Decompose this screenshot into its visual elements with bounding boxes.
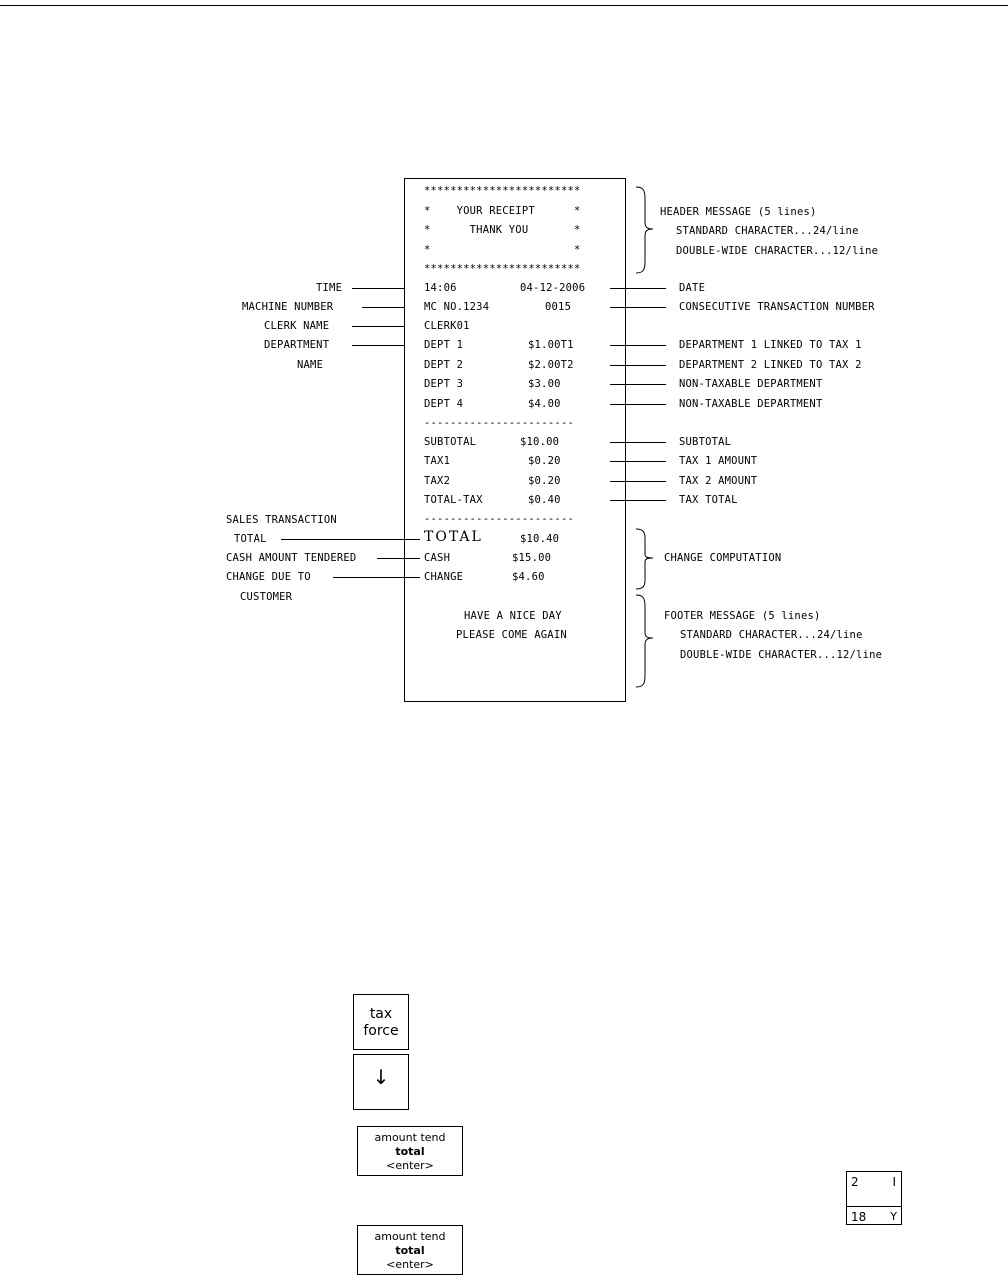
leader-line — [281, 539, 420, 540]
leader-line — [333, 577, 420, 578]
tax-force-line-1: tax — [369, 1006, 393, 1022]
label-customer: CUSTOMER — [240, 591, 293, 603]
page-box-bottom-right: Y — [890, 1210, 897, 1223]
change-brace — [634, 528, 664, 590]
key-line-3: <enter> — [386, 1159, 434, 1172]
leader-line — [377, 558, 420, 559]
receipt-cash-label: CASH — [424, 552, 451, 564]
receipt-totaltax-label: TOTAL-TAX — [424, 494, 483, 506]
receipt-clerk: CLERK01 — [424, 320, 470, 332]
label-header-double: DOUBLE-WIDE CHARACTER...12/line — [676, 245, 879, 257]
page-box-bottom-left: 18 — [851, 1210, 867, 1224]
page-indicator-box — [846, 1171, 902, 1225]
receipt-dash-line: ----------------------- — [424, 417, 574, 429]
receipt-dept-name: DEPT 4 — [424, 398, 464, 410]
page-box-top-left: 2 — [851, 1175, 859, 1189]
label-total: TOTAL — [234, 533, 267, 545]
receipt-tax1-value: $0.20 — [528, 455, 561, 467]
label-name: NAME — [297, 359, 324, 371]
footer-brace — [634, 594, 664, 688]
label-cash-tendered: CASH AMOUNT TENDERED — [226, 552, 357, 564]
receipt-dept-amount: $4.00 — [528, 398, 561, 410]
key-line-2: total — [395, 1244, 425, 1257]
label-change-due: CHANGE DUE TO — [226, 571, 311, 583]
receipt-subtotal-value: $10.00 — [520, 436, 560, 448]
receipt-dept-name: DEPT 3 — [424, 378, 464, 390]
label-footer-title: FOOTER MESSAGE (5 lines) — [664, 610, 821, 622]
label-sales-transaction: SALES TRANSACTION — [226, 514, 337, 526]
label-header-title: HEADER MESSAGE (5 lines) — [660, 206, 817, 218]
receipt-totaltax-value: $0.40 — [528, 494, 561, 506]
leader-line — [610, 404, 666, 405]
receipt-consecutive-no: 0015 — [545, 301, 572, 313]
receipt-tax2-value: $0.20 — [528, 475, 561, 487]
receipt-tax2-label: TAX2 — [424, 475, 451, 487]
key-line-1: amount tend — [374, 1131, 446, 1144]
arrow-down-icon: ↓ — [372, 1065, 390, 1089]
receipt-machine-no: MC NO.1234 — [424, 301, 490, 313]
receipt-dept-amount: $2.00T2 — [528, 359, 574, 371]
label-footer-double: DOUBLE-WIDE CHARACTER...12/line — [680, 649, 883, 661]
receipt-header-line-2: * THANK YOU * — [424, 224, 581, 236]
label-footer-standard: STANDARD CHARACTER...24/line — [680, 629, 863, 641]
label-time: TIME — [316, 282, 343, 294]
leader-line — [610, 442, 666, 443]
label-consecutive: CONSECUTIVE TRANSACTION NUMBER — [679, 301, 875, 313]
leader-line — [610, 307, 666, 308]
label-tax1: TAX 1 AMOUNT — [679, 455, 758, 467]
receipt-footer-line-1: HAVE A NICE DAY — [464, 610, 562, 622]
leader-line — [610, 500, 666, 501]
label-machine-number: MACHINE NUMBER — [242, 301, 334, 313]
leader-line — [352, 345, 404, 346]
header-brace — [634, 186, 664, 274]
receipt-date: 04-12-2006 — [520, 282, 586, 294]
receipt-header-line-3: * * — [424, 244, 581, 256]
receipt-dept-amount: $1.00T1 — [528, 339, 574, 351]
label-tax2: TAX 2 AMOUNT — [679, 475, 758, 487]
tax-force-line-2: force — [363, 1023, 399, 1039]
leader-line — [610, 365, 666, 366]
leader-line — [610, 481, 666, 482]
label-dept4: NON-TAXABLE DEPARTMENT — [679, 398, 823, 410]
label-date: DATE — [679, 282, 706, 294]
receipt-stars-bottom: ************************ — [424, 263, 581, 275]
label-header-standard: STANDARD CHARACTER...24/line — [676, 225, 859, 237]
receipt-tax1-label: TAX1 — [424, 455, 451, 467]
label-department: DEPARTMENT — [264, 339, 330, 351]
key-line-3: <enter> — [386, 1258, 434, 1271]
label-clerk-name: CLERK NAME — [264, 320, 330, 332]
label-dept2: DEPARTMENT 2 LINKED TO TAX 2 — [679, 359, 862, 371]
receipt-stars-top: ************************ — [424, 185, 581, 197]
tax-force-key[interactable] — [353, 994, 409, 1050]
leader-line — [352, 288, 404, 289]
receipt-change-label: CHANGE — [424, 571, 464, 583]
amount-tend-total-key[interactable] — [357, 1126, 463, 1176]
page-box-top-right: I — [892, 1175, 896, 1189]
label-dept1: DEPARTMENT 1 LINKED TO TAX 1 — [679, 339, 862, 351]
receipt-time: 14:06 — [424, 282, 457, 294]
key-line-2: total — [395, 1145, 425, 1158]
receipt-subtotal-label: SUBTOTAL — [424, 436, 477, 448]
label-dept3: NON-TAXABLE DEPARTMENT — [679, 378, 823, 390]
receipt-dept-name: DEPT 2 — [424, 359, 464, 371]
key-line-1: amount tend — [374, 1230, 446, 1243]
page-top-rule — [0, 5, 1008, 6]
leader-line — [610, 288, 666, 289]
receipt-dept-name: DEPT 1 — [424, 339, 464, 351]
amount-tend-total-key[interactable] — [357, 1225, 463, 1275]
leader-line — [610, 345, 666, 346]
receipt-cash-value: $15.00 — [512, 552, 552, 564]
leader-line — [610, 384, 666, 385]
label-taxtotal: TAX TOTAL — [679, 494, 738, 506]
down-arrow-key[interactable] — [353, 1054, 409, 1110]
leader-line — [610, 461, 666, 462]
receipt-change-value: $4.60 — [512, 571, 545, 583]
receipt-total-label: TOTAL — [424, 529, 483, 545]
receipt-footer-line-2: PLEASE COME AGAIN — [456, 629, 567, 641]
leader-line — [352, 326, 404, 327]
label-change-computation: CHANGE COMPUTATION — [664, 552, 782, 564]
receipt-dash-line: ----------------------- — [424, 513, 574, 525]
receipt-total-value: $10.40 — [520, 533, 560, 545]
receipt-header-line-1: * YOUR RECEIPT * — [424, 205, 581, 217]
page-box-divider — [847, 1206, 901, 1207]
label-subtotal: SUBTOTAL — [679, 436, 732, 448]
leader-line — [362, 307, 404, 308]
receipt-dept-amount: $3.00 — [528, 378, 561, 390]
